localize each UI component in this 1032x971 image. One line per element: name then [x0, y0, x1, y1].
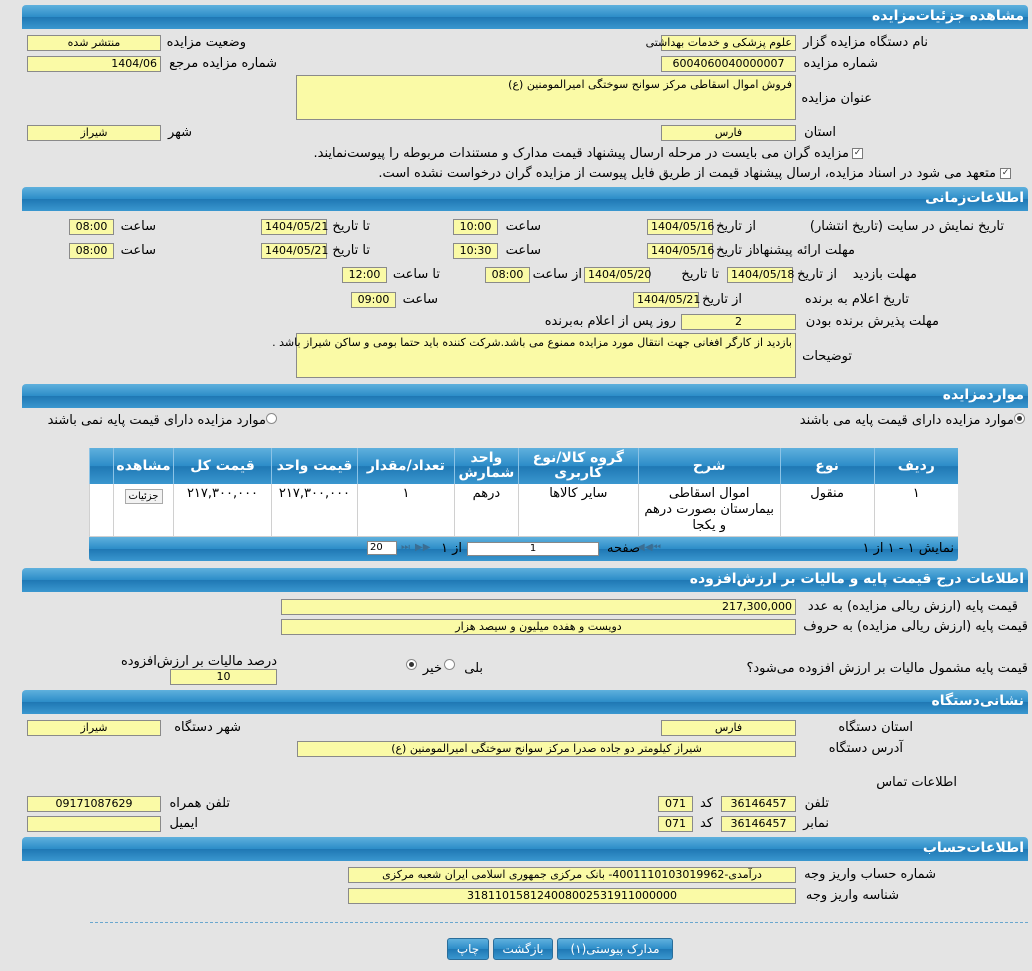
- fax-code-field: 071: [658, 816, 693, 832]
- visit-from-date-label: از تاریخ: [797, 267, 837, 282]
- number-field: 6004060040000007: [661, 56, 796, 72]
- vat-percent-field: 10: [170, 669, 277, 685]
- winner-time-label: ساعت: [402, 292, 438, 307]
- accept-days-field: 2: [681, 314, 796, 330]
- items-table-header: [90, 448, 959, 484]
- section-header-price: اطلاعات درج قیمت پایه و مالیات بر ارزش‌افزوده: [22, 568, 1028, 592]
- account-number-field: درآمدی-4001110103019962- بانک مرکزی جمهوری اسلامی ایران شعبه مرکزی: [348, 867, 796, 883]
- pager-first-icon[interactable]: ⏮: [652, 542, 661, 553]
- section-header-items: موارد‌مزایده: [22, 384, 1028, 408]
- col-type: نوع: [780, 448, 874, 484]
- visit-from-date-field: 1404/05/18: [727, 267, 793, 283]
- display-from-date-label: از تاریخ: [716, 219, 756, 234]
- number-label: شماره مزایده: [803, 56, 878, 71]
- payment-id-field: 318110158124008002531911000000: [348, 888, 796, 904]
- col-total: قیمت کل: [174, 448, 272, 484]
- offer-from-date-field: 1404/05/16: [647, 243, 713, 259]
- items-table: [89, 448, 958, 537]
- visit-from-time-label: از ساعت: [532, 267, 582, 282]
- org-field: علوم پزشکی و خدمات بهداشتی: [661, 35, 796, 51]
- ref-number-field: 1404/06: [27, 56, 161, 72]
- col-unit: واحد شمارش: [454, 448, 518, 484]
- table-pager: [89, 537, 958, 561]
- status-field: منتشر شده: [27, 35, 161, 51]
- without-base-price-radio[interactable]: [266, 413, 277, 424]
- print-button[interactable]: چاپ: [447, 938, 489, 960]
- description-label: توضیحات: [802, 349, 852, 364]
- offer-to-date-field: 1404/05/21: [261, 243, 327, 259]
- winner-date-label: تاریخ اعلام به برنده: [804, 292, 909, 307]
- visit-from-time-field: 08:00: [485, 267, 530, 283]
- pager-page-input[interactable]: 1: [467, 542, 599, 556]
- phone-code-field: 071: [658, 796, 693, 812]
- visit-to-date-field: 1404/05/20: [584, 267, 650, 283]
- divider: [90, 922, 1028, 923]
- display-to-date-field: 1404/05/21: [261, 219, 327, 235]
- pager-last-icon[interactable]: ⏭: [401, 542, 410, 553]
- vat-yes-radio[interactable]: [444, 659, 455, 670]
- email-label: ایمیل: [169, 816, 198, 831]
- mobile-label: تلفن همراه: [169, 796, 230, 811]
- vat-yes-label: بلی: [464, 661, 483, 676]
- col-group: گروه کالا/نوع کاربری: [518, 448, 638, 484]
- org-city-label: شهر دستگاه: [174, 720, 241, 735]
- vat-no-label: خیر: [422, 661, 442, 676]
- cell-type: منقول: [780, 484, 874, 537]
- pager-size-select[interactable]: 20: [367, 541, 397, 555]
- section-header-details: مشاهده جزئیات‌مزایده: [22, 5, 1028, 29]
- cell-total: ۲۱۷,۳۰۰,۰۰۰: [174, 484, 272, 537]
- price-number-field: 217,300,000: [281, 599, 796, 615]
- title-field: فروش اموال اسقاطی مرکز سوانح سوختگی امیرالمومنین (ع): [296, 75, 796, 120]
- phone-code-label: کد: [699, 796, 713, 811]
- province-label: استان: [804, 125, 836, 140]
- phone-field: 36146457: [721, 796, 796, 812]
- email-field: [27, 816, 161, 832]
- org-province-field: فارس: [661, 720, 796, 736]
- pager-page-label: صفحه: [607, 541, 640, 556]
- col-view: مشاهده: [114, 448, 174, 484]
- display-to-time-field: 08:00: [69, 219, 114, 235]
- phone-label: تلفن: [804, 796, 829, 811]
- display-to-date-label: تا تاریخ: [332, 219, 370, 234]
- col-quantity: تعداد/مقدار: [357, 448, 454, 484]
- vat-percent-label: درصد مالیات بر ارزش‌افزوده: [120, 654, 277, 669]
- org-province-label: استان دستگاه: [838, 720, 913, 735]
- col-description: شرح: [638, 448, 780, 484]
- cell-index: ۱: [874, 484, 958, 537]
- section-header-account: اطلاعات‌حساب: [22, 837, 1028, 861]
- mobile-field: 09171087629: [27, 796, 161, 812]
- org-address-field: شیراز کیلومتر دو جاده صدرا مرکز سوانح سوختگی امیرالمومنین (ع): [297, 741, 796, 757]
- display-date-label: تاریخ نمایش در سایت (تاریخ انتشار): [809, 219, 1004, 234]
- winner-date-field: 1404/05/21: [633, 292, 699, 308]
- org-city-field: شیراز: [27, 720, 161, 736]
- price-number-label: قیمت پایه (ارزش ریالی مزایده) به عدد: [807, 599, 1018, 614]
- account-number-label: شماره حساب واریز وجه: [804, 867, 936, 882]
- without-base-price-label: موارد مزایده دارای قیمت پایه نمی باشند: [47, 413, 266, 428]
- cell-quantity: ۱: [357, 484, 454, 537]
- back-button[interactable]: بازگشت: [493, 938, 553, 960]
- offer-to-time-field: 08:00: [69, 243, 114, 259]
- attach-required-label: مزایده گران می بایست در مرحله ارسال پیشنهاد قیمت مدارک و مستندات مربوطه را پیوست‌نمایند.: [313, 146, 849, 161]
- description-field: بازدید از کارگر افغانی جهت انتقال مورد مزایده ممنوع می باشد.شرکت کننده باید حتما بومی و ساکن شیراز باشد .: [296, 333, 796, 378]
- city-label: شهر: [167, 125, 192, 140]
- visit-to-date-label: تا تاریخ: [681, 267, 719, 282]
- winner-from-date-label: از تاریخ: [702, 292, 742, 307]
- no-attach-price-checkbox[interactable]: ✓: [1001, 168, 1010, 178]
- table-row: [90, 484, 959, 537]
- price-words-field: دویست و هفده میلیون و سیصد هزار: [281, 619, 796, 635]
- visit-to-time-field: 12:00: [342, 267, 387, 283]
- section-header-address: نشانی‌دستگاه: [22, 690, 1028, 714]
- cell-description: اموال اسقاطی بیمارستان بصورت درهم و یکجا: [638, 484, 780, 537]
- attachments-button[interactable]: مدارک پیوستی(۱): [557, 938, 673, 960]
- winner-time-field: 09:00: [351, 292, 396, 308]
- offer-to-time-label: ساعت: [120, 243, 156, 258]
- offer-from-date-label: از تاریخ: [716, 243, 756, 258]
- cell-spacer: [90, 484, 114, 537]
- display-from-date-field: 1404/05/16: [647, 219, 713, 235]
- ref-number-label: شماره مزایده مرجع: [169, 56, 277, 71]
- accept-suffix-label: روز پس از اعلام به‌برنده: [544, 314, 676, 329]
- section-header-timing: اطلاعات‌زمانی: [22, 187, 1028, 211]
- city-field: شیراز: [27, 125, 161, 141]
- display-to-time-label: ساعت: [120, 219, 156, 234]
- price-words-label: قیمت پایه (ارزش ریالی مزایده) به حروف: [803, 619, 1028, 634]
- org-address-label: آدرس دستگاه: [828, 741, 903, 756]
- offer-from-time-field: 10:30: [453, 243, 498, 259]
- fax-code-label: کد: [699, 816, 713, 831]
- org-label: نام دستگاه مزایده گزار: [803, 35, 928, 50]
- pager-showing-text: نمایش ۱ - ۱ از ۱: [862, 541, 954, 556]
- col-index: ردیف: [874, 448, 958, 484]
- cell-unit-price: ۲۱۷,۳۰۰,۰۰۰: [271, 484, 357, 537]
- display-from-time-label: ساعت: [505, 219, 541, 234]
- display-from-time-field: 10:00: [453, 219, 498, 235]
- pager-of-label: از ۱: [441, 541, 463, 556]
- pager-next-icon[interactable]: ▶▶: [415, 542, 431, 553]
- fax-label: نمابر: [803, 816, 829, 831]
- attach-required-checkbox[interactable]: ✓: [853, 148, 862, 158]
- fax-field: 36146457: [721, 816, 796, 832]
- contact-info-label: اطلاعات تماس: [876, 775, 957, 790]
- visit-deadline-label: مهلت بازدید: [852, 267, 917, 282]
- details-button[interactable]: جزئیات: [125, 489, 163, 504]
- no-attach-price-label: متعهد می شود در اسناد مزایده، ارسال پیشنهاد قیمت از طریق فایل پیوست از مزایده گران درخواست نشده است.: [378, 166, 996, 181]
- col-unit-price: قیمت واحد: [271, 448, 357, 484]
- pager-prev-icon[interactable]: ◀◀: [637, 542, 653, 553]
- payment-id-label: شناسه واریز وجه: [805, 888, 899, 903]
- col-spacer: [90, 448, 114, 484]
- with-base-price-label: موارد مزایده دارای قیمت پایه می باشند: [799, 413, 1014, 428]
- accept-deadline-label: مهلت پذیرش برنده بودن: [805, 314, 939, 329]
- title-label: عنوان مزایده: [801, 91, 872, 106]
- cell-view: [114, 484, 174, 537]
- vat-no-radio[interactable]: [406, 659, 417, 670]
- offer-from-time-label: ساعت: [505, 243, 541, 258]
- offer-to-date-label: تا تاریخ: [332, 243, 370, 258]
- status-label: وضعیت مزایده: [166, 35, 246, 50]
- cell-unit: درهم: [454, 484, 518, 537]
- vat-question-label: قیمت پایه مشمول مالیات بر ارزش افزوده می‌شود؟: [746, 661, 1028, 676]
- cell-group: سایر کالاها: [518, 484, 638, 537]
- province-field: فارس: [661, 125, 796, 141]
- with-base-price-radio[interactable]: [1014, 413, 1025, 424]
- visit-to-time-label: تا ساعت: [392, 267, 440, 282]
- offer-deadline-label: مهلت ارائه پیشنهاد: [753, 243, 855, 258]
